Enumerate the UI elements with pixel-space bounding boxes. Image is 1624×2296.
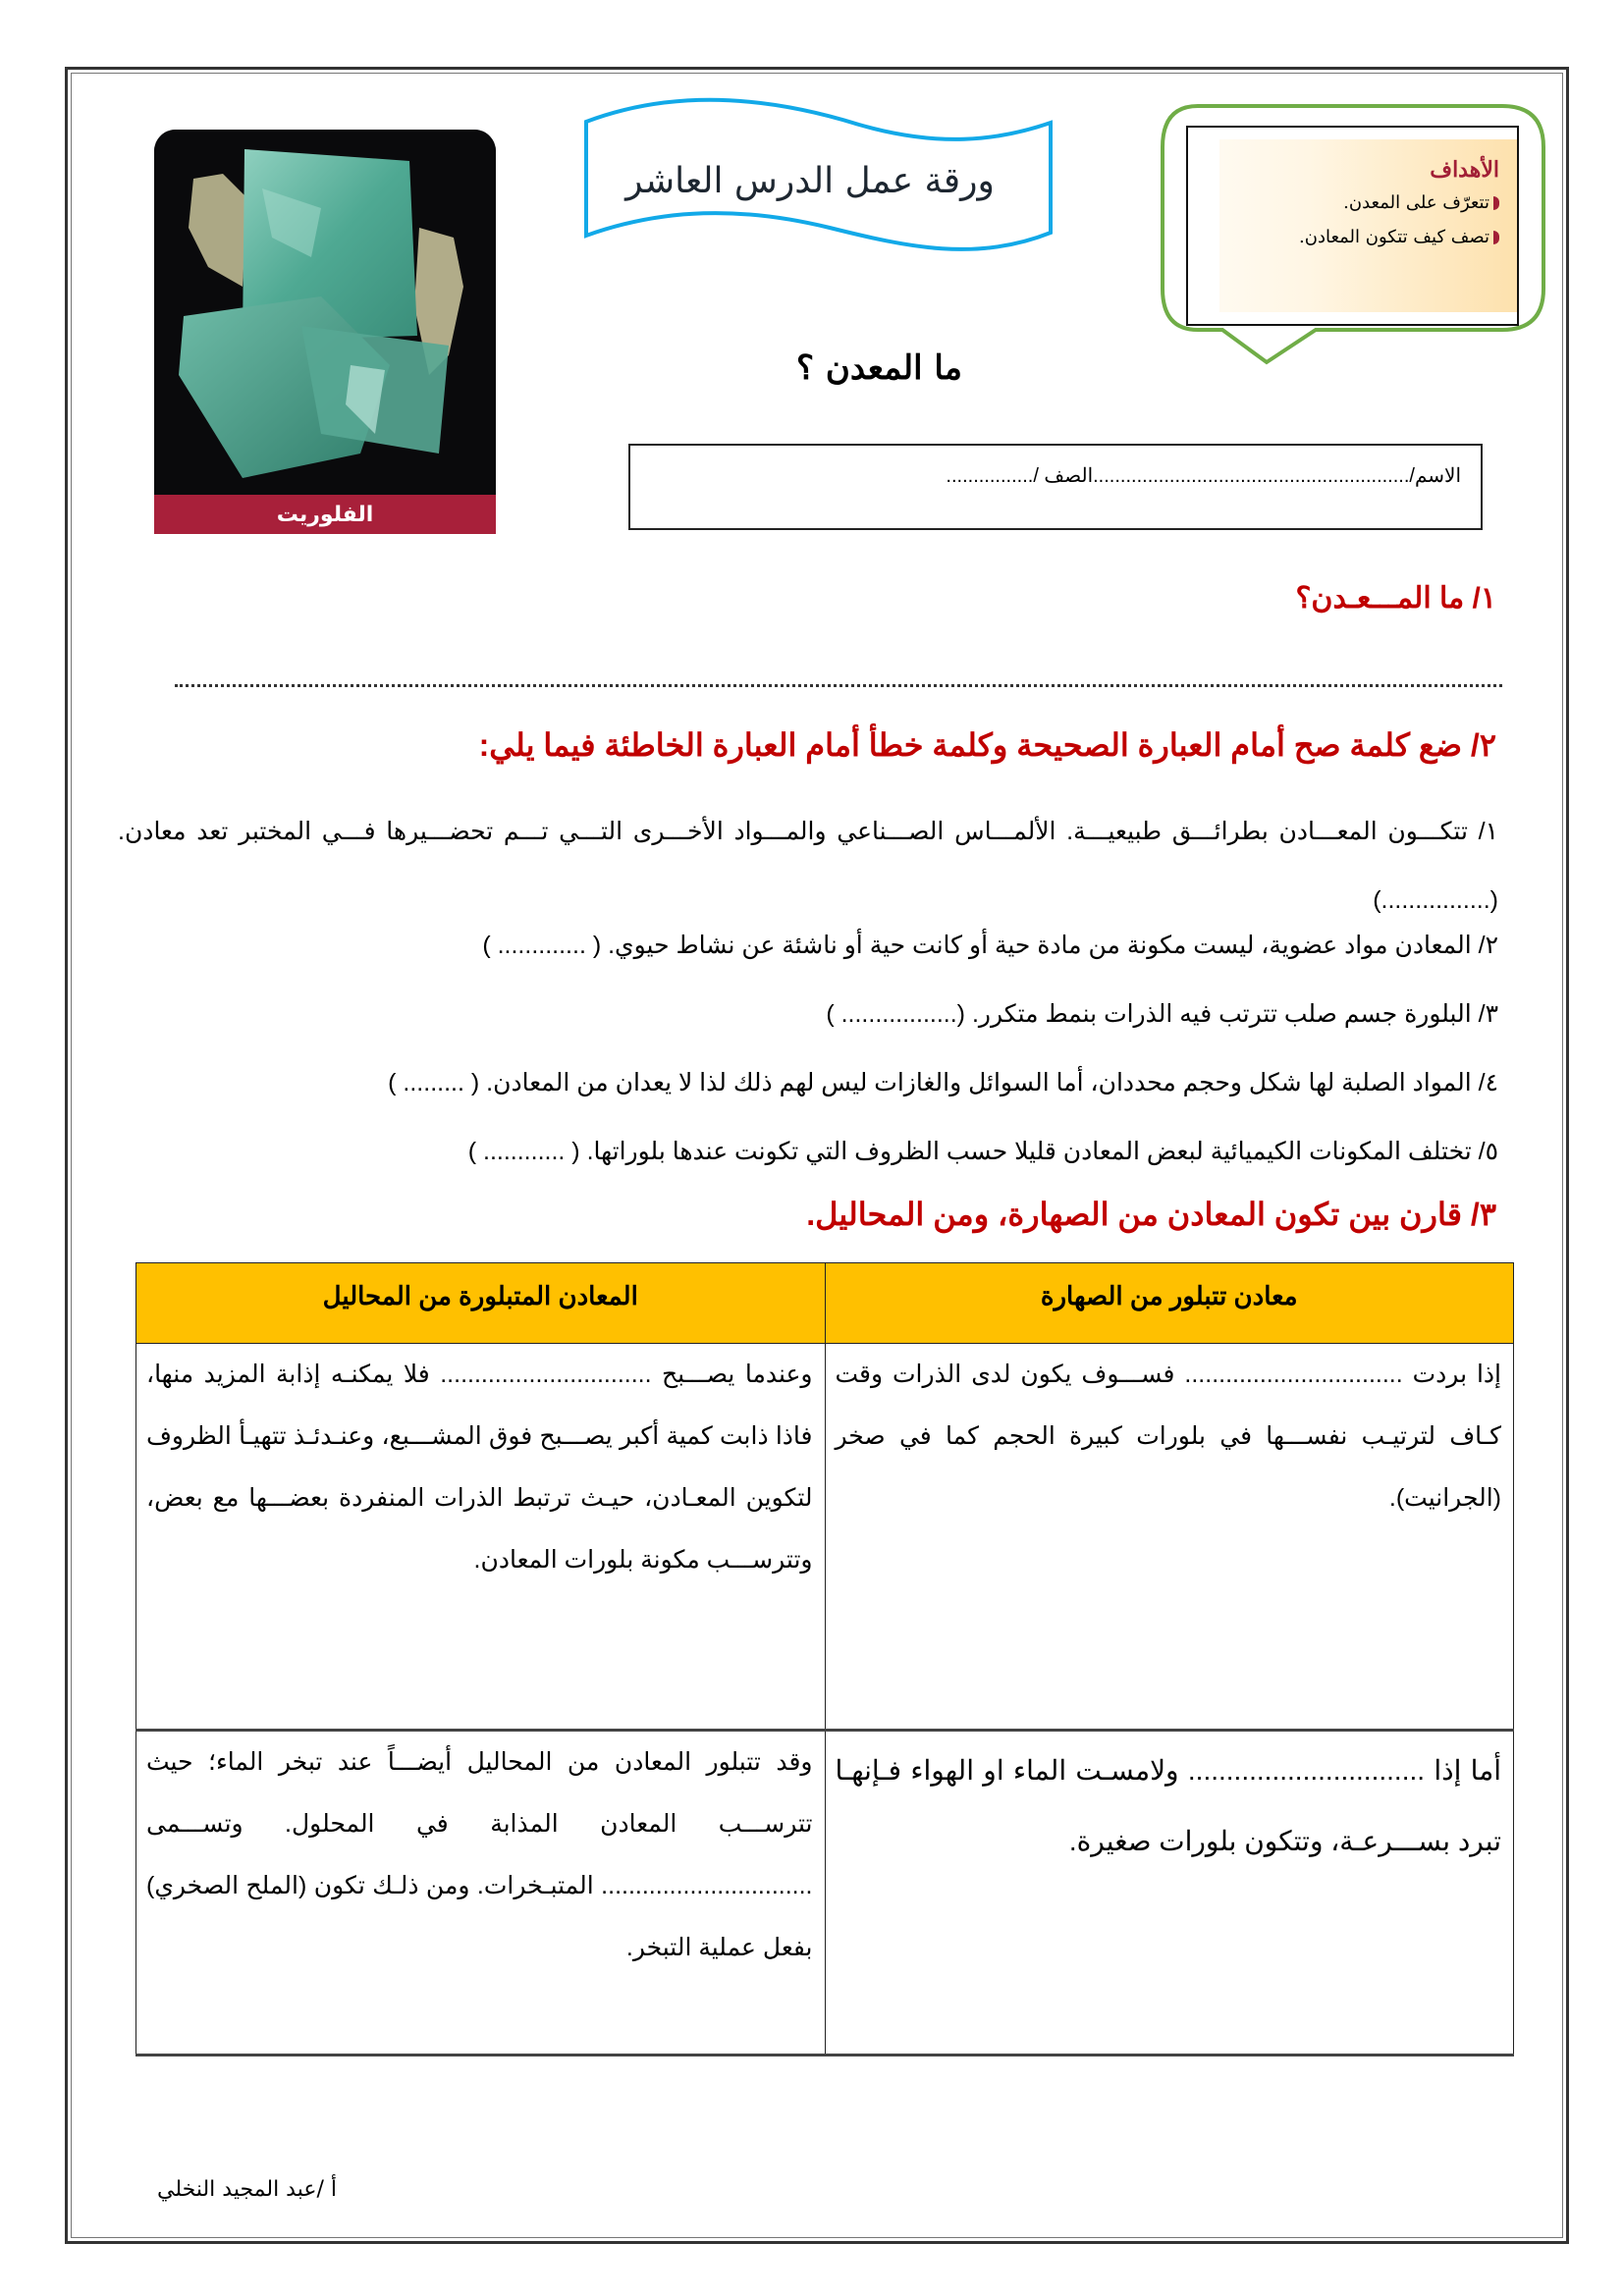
header-solutions: المعادن المتبلورة من المحاليل [136,1263,826,1344]
objectives-title: الأهداف [1430,157,1499,183]
fluorite-crystal-icon [154,130,496,534]
header-magma: معادن تتبلور من الصهارة [825,1263,1514,1344]
cell-solution-saturation[interactable]: وعندما يصـــبح ............................... فلا يمكنـه إذابة المزيد منها، فاذا ذابت كمية أكبر يصـــبح فوق المشـــبع، وعنـدئـذ تتهيـأ الظروف لتكوين المعـادن، حيـث ترتبط الذرات المنفردة بعضـــها مع بعض، وتترســـب مكونة بلورات المعادن. [136,1344,826,1731]
objectives-box [1186,126,1519,326]
objective-item [1229,227,1499,247]
question-1-heading: ١/ ما المـــعـدن؟ [1295,582,1496,614]
worksheet-title: ورقة عمل الدرس العاشر [625,161,995,201]
question-1-answer-line[interactable] [175,667,1502,687]
bullet-icon [1493,231,1499,244]
cell-magma-fast-cooling[interactable]: أما إذا ............................... ولامسـت الماء او الهواء فـإنهـا تبرد بســـرعـة، وتتكون بلورات صغيرة. [825,1731,1514,2056]
bullet-icon [1493,196,1499,210]
true-false-statement-2[interactable]: ٢/ المعادن مواد عضوية، ليست مكونة من مادة حية أو كانت حية أو ناشئة عن نشاط حيوي. ( ............. ) [482,932,1498,959]
objective-item [1229,192,1499,213]
student-info-field[interactable] [628,444,1483,530]
table-header-row [136,1263,1514,1344]
true-false-statement-3[interactable]: ٣/ البلورة جسم صلب تترتب فيه الذرات بنمط متكرر. (................. ) [826,1000,1498,1028]
mineral-caption: الفلوريت [154,495,496,534]
cell-magma-slow-cooling[interactable]: إذا بردت ................................ فســـوف يكون لدى الذرات وقت كـاف لترتيـب نفســـها في بلورات كبيرة الحجم كما في صخر (الجرانيت). [825,1344,1514,1731]
lesson-subtitle: ما المعدن ؟ [796,348,962,388]
question-2-heading: ٢/ ضع كلمة صح أمام العبارة الصحيحة وكلمة خطأ أمام العبارة الخاطئة فيما يلي: [478,727,1496,763]
true-false-statement-4[interactable]: ٤/ المواد الصلبة لها شكل وحجم محددان، أما السوائل والغازات ليس لهم ذلك لذا لا يعدان من المعادن. ( ......... ) [388,1069,1498,1096]
objective-text: تتعرّف على المعدن. [1343,192,1489,213]
mineral-image [154,130,496,534]
table-row [136,1731,1514,2056]
true-false-statement-5[interactable]: ٥/ تختلف المكونات الكيميائية لبعض المعادن قليلا حسب الظروف التي تكونت عندها بلوراتها. ( ............ ) [467,1138,1498,1165]
cell-solution-evaporation[interactable]: وقد تتبلور المعادن من المحاليل أيضـــاً عند تبخر الماء؛ حيث تترســـب المعادن المذابة في المحلول. وتســـمى ............................... المتبـخرات. ومن ذلـك تكون (الملح الصخري) بفعل عملية التبخر. [136,1731,826,2056]
title-banner [565,90,1056,257]
question-3-heading: ٣/ قارن بين تكون المعادن من الصهارة، ومن المحاليل. [806,1197,1496,1232]
objectives-callout [1159,102,1551,367]
table-row [136,1344,1514,1731]
comparison-table [135,1262,1514,2056]
name-class-label: الاسم/..........................................................الصف /................ [946,465,1461,487]
true-false-statement-1[interactable]: ١/ تتكـــون المعـــادن بطرائـــق طبيعيـــة. الألمـــاس الصـــناعي والمـــواد الأخـــرى التـــي تـــم تحضـــيرها فـــي المختبر تعد معادن. (................) [118,818,1498,914]
author-name: أ /عبد المجيد النخلي [157,2177,338,2202]
objective-text: تصف كيف تتكون المعادن. [1299,227,1489,247]
